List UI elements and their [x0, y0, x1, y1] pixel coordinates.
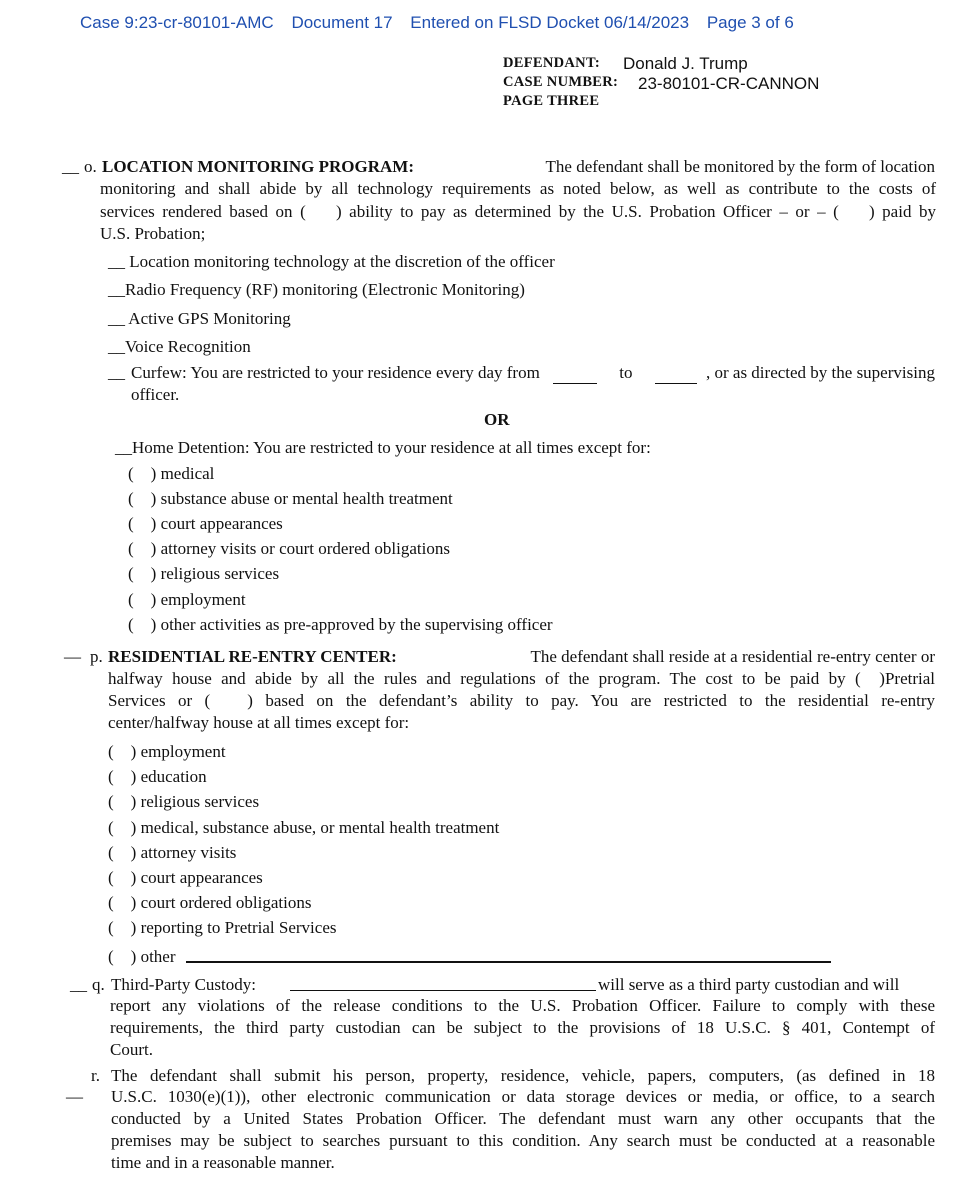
- section-r-line2: U.S.C. 1030(e)(1)), other electronic communication or data storage devices or media, or office, to a search: [111, 1087, 935, 1106]
- case-number-value: 23-80101-CR-CANNON: [638, 74, 820, 93]
- section-r-line1: The defendant shall submit his person, property, residence, vehicle, papers, computers, (as defined in 18: [111, 1066, 935, 1085]
- section-r-line4: premises may be subject to searches pursuant to this condition. Any search must be conducted at a reasonable: [111, 1131, 935, 1150]
- section-o-line2: monitoring and shall abide by all technology requirements as noted below, as well as contribute to the costs of: [100, 179, 936, 198]
- section-o-line4: U.S. Probation;: [100, 224, 206, 243]
- defendant-value: Donald J. Trump: [623, 54, 748, 73]
- section-q-letter: q.: [92, 975, 105, 994]
- rrc-exception-court-appearances: ( ) court appearances: [108, 868, 263, 887]
- exception-medical: ( ) medical: [128, 464, 215, 483]
- defendant-label: DEFENDANT:: [503, 55, 600, 71]
- rrc-exception-religious: ( ) religious services: [108, 792, 260, 811]
- section-r-line3: conducted by a United States Probation Officer. The defendant must warn any other occupants that the: [111, 1109, 935, 1128]
- case-number-label: CASE NUMBER:: [503, 74, 619, 90]
- stamp-entered: Entered on FLSD Docket 06/14/2023: [410, 13, 690, 32]
- section-o-line3: services rendered based on ( ) ability to pay as determined by the U.S. Probation Officer – or – ( ) paid by: [100, 202, 936, 221]
- section-p-line2: halfway house and abide by all the rules and regulations of the program. The cost to be paid by ( )Pretrial: [108, 669, 935, 688]
- section-o-line1: [102, 156, 935, 178]
- option-location-technology: __ Location monitoring technology at the discretion of the officer: [108, 252, 555, 271]
- filing-stamp: [80, 13, 794, 33]
- exception-attorney-visits: ( ) attorney visits or court ordered obligations: [128, 539, 450, 558]
- curfew-text: Curfew: You are restricted to your residence every day from: [131, 363, 540, 382]
- section-p-mark: —: [64, 647, 81, 666]
- section-p-heading: RESIDENTIAL RE-ENTRY CENTER:: [108, 647, 397, 666]
- section-p-letter: p.: [90, 647, 103, 666]
- exception-other-activities: ( ) other activities as pre-approved by the supervising officer: [128, 615, 553, 634]
- section-p-line3: Services or ( ) based on the defendant’s ability to pay. You are restricted to the residential re-entry: [108, 691, 935, 710]
- section-o-letter: o.: [84, 157, 97, 176]
- curfew-to-label: to: [619, 363, 633, 382]
- exception-substance-abuse: ( ) substance abuse or mental health treatment: [128, 489, 453, 508]
- rrc-exception-attorney: ( ) attorney visits: [108, 843, 237, 862]
- option-active-gps: __ Active GPS Monitoring: [108, 309, 291, 328]
- option-radio-frequency: __Radio Frequency (RF) monitoring (Electronic Monitoring): [108, 280, 525, 299]
- curfew-from-blank: [553, 362, 597, 384]
- rrc-exception-other: ( ) other: [108, 947, 176, 966]
- curfew-line: [131, 362, 935, 384]
- custodian-name-blank: [290, 990, 596, 991]
- rrc-exception-pretrial: ( ) reporting to Pretrial Services: [108, 918, 337, 937]
- rrc-exception-medical: ( ) medical, substance abuse, or mental health treatment: [108, 818, 500, 837]
- section-r-letter: r.: [91, 1066, 100, 1085]
- section-o-line1-rest: The defendant shall be monitored by the form of location: [545, 157, 935, 176]
- section-q-mark: __: [70, 975, 87, 994]
- exception-employment: ( ) employment: [128, 590, 246, 609]
- section-p-line4: center/halfway house at all times except for:: [108, 713, 410, 732]
- section-q-line1-rest: will serve as a third party custodian and will: [598, 975, 900, 994]
- page-label: PAGE THREE: [503, 93, 600, 109]
- section-q-label: Third-Party Custody:: [111, 975, 256, 994]
- stamp-document: Document 17: [291, 13, 393, 32]
- home-detention: __Home Detention: You are restricted to your residence at all times except for:: [115, 438, 651, 457]
- section-p-line1-rest: The defendant shall reside at a residential re-entry center or: [530, 647, 935, 666]
- stamp-case: Case 9:23-cr-80101-AMC: [80, 13, 274, 32]
- option-voice-recognition: __Voice Recognition: [108, 337, 251, 356]
- section-r-line5: time and in a reasonable manner.: [111, 1153, 335, 1172]
- rrc-exception-employment: ( ) employment: [108, 742, 226, 761]
- section-r-mark: —: [66, 1087, 83, 1106]
- section-o-mark: __: [62, 157, 79, 176]
- curfew-supervising: , or as directed by the supervising: [705, 363, 935, 382]
- section-q-line4: Court.: [110, 1040, 153, 1059]
- curfew-officer: officer.: [131, 385, 180, 404]
- section-o-heading: LOCATION MONITORING PROGRAM:: [102, 157, 414, 176]
- rrc-other-blank: [186, 961, 831, 963]
- section-q-line3: requirements, the third party custodian can be subject to the provisions of 18 U.S.C. § 401, Contempt of: [110, 1018, 935, 1037]
- exception-religious-services: ( ) religious services: [128, 564, 280, 583]
- stamp-page: Page 3 of 6: [706, 13, 794, 32]
- curfew-to-blank: [655, 362, 697, 384]
- rrc-exception-court-obligations: ( ) court ordered obligations: [108, 893, 312, 912]
- or-divider: OR: [484, 410, 510, 429]
- section-p-line1: [108, 646, 935, 668]
- rrc-exception-education: ( ) education: [108, 767, 207, 786]
- curfew-mark: __: [108, 363, 125, 382]
- exception-court-appearances: ( ) court appearances: [128, 514, 283, 533]
- section-q-line2: report any violations of the release conditions to the U.S. Probation Officer. Failure to comply with these: [110, 996, 935, 1015]
